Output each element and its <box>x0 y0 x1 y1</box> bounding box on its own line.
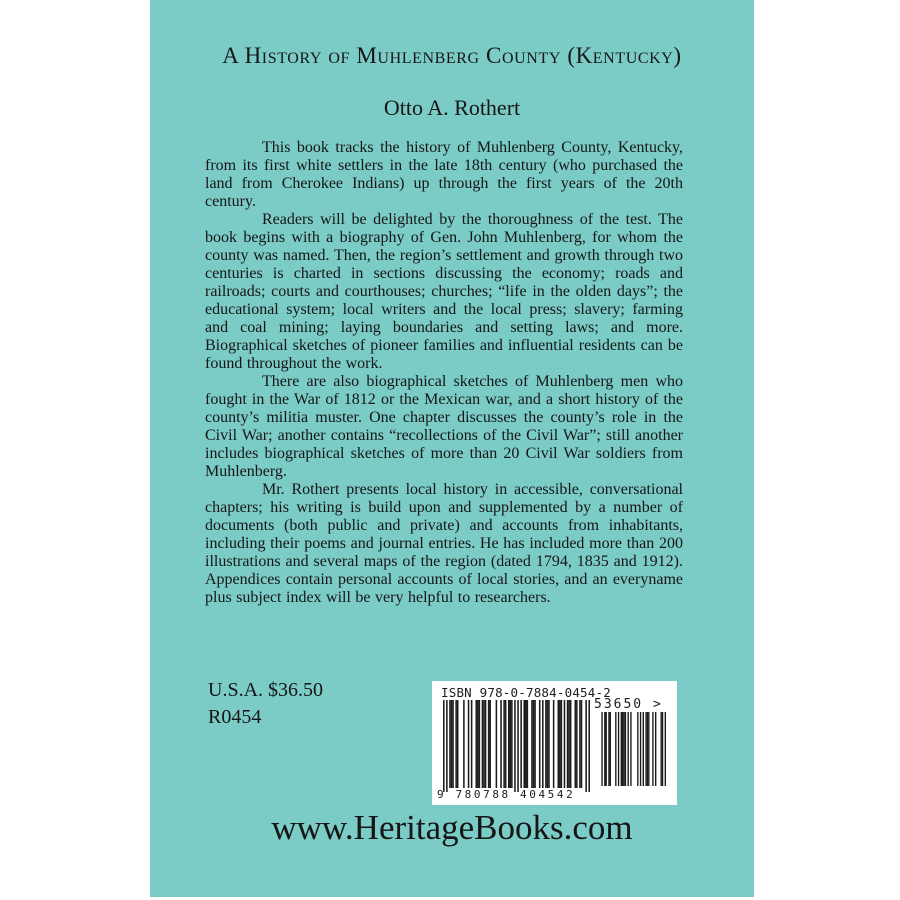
supplement-code-label: 53650 > <box>594 697 663 712</box>
description-paragraph: This book tracks the history of Muhlenberg County, Kentucky, from its first white settlers in the late 18th century (who purchased the land from Cherokee Indians) up through the first years of the 20th century. <box>205 139 683 210</box>
barcode-panel <box>432 681 677 805</box>
description-paragraph: Mr. Rothert presents local history in accessible, conversational chapters; his writing is build upon and supplemented by a number of documents (both public and private) and accounts from inhabitants, including their poems and journal entries. He has included more than 200 illustrations and several maps of the region (dated 1794, 1835 and 1912). Appendices contain personal accounts of local stories, and an everyname plus subject index will be very helpful to researchers. <box>205 481 683 606</box>
book-description <box>205 139 683 607</box>
ean13-barcode <box>443 700 590 792</box>
book-back-cover <box>150 0 754 897</box>
catalog-number: R0454 <box>208 706 262 728</box>
isbn-label: ISBN 978-0-7884-0454-2 <box>441 685 611 700</box>
book-title: A History of Muhlenberg County (Kentucky) <box>222 43 682 68</box>
price-label: U.S.A. $36.50 <box>208 679 324 701</box>
description-paragraph: There are also biographical sketches of Muhlenberg men who fought in the War of 1812 or the Mexican war, and a short history of the county’s militia muster. One chapter discusses the county’s role in the Civil War; another contains “recollections of the Civil War”; still another includes biographical sketches of more than 20 Civil War soldiers from Muhlenberg. <box>205 373 683 480</box>
book-author: Otto A. Rothert <box>383 95 521 120</box>
barcode-digits: 9 780788 404542 <box>437 788 576 801</box>
publisher-website: www.HeritageBooks.com <box>271 808 633 847</box>
description-paragraph: Readers will be delighted by the thoroughness of the test. The book begins with a biography of Gen. John Muhlenberg, for whom the county was named. Then, the region’s settlement and growth through two centuries is charted in sections discussing the economy; roads and railroads; courts and courthouses; churches; “life in the olden days”; the educational system; local writers and the local press; slavery; farming and coal mining; laying boundaries and setting laws; and more. Biographical sketches of pioneer families and influential residents can be found throughout the work. <box>205 211 683 372</box>
ean5-barcode <box>600 712 666 786</box>
